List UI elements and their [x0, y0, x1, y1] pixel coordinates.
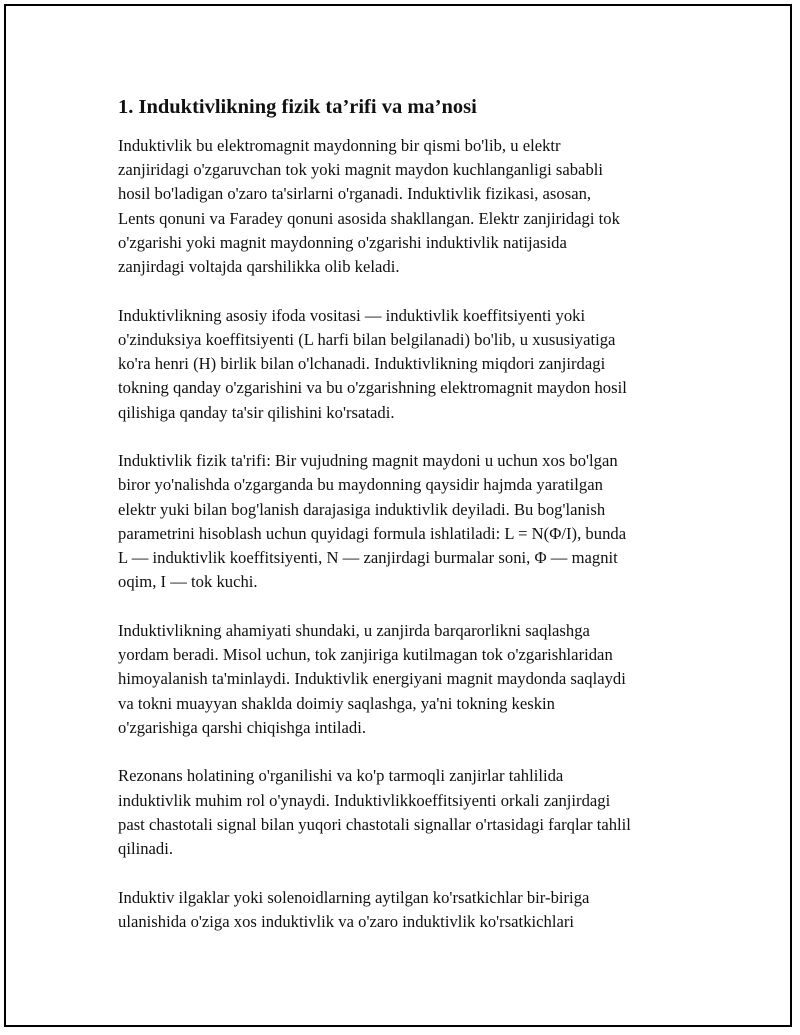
paragraph-4: Induktivlikning ahamiyati shundaki, u zanjirda barqarorlikni saqlashga yordam beradi. Misol uchun, tok zanjiriga kutilmagan tok o'zgarishlaridan himoyalanish ta'minlaydi. Induktivlik energiyani magnit maydonda saqlaydi va tokni muayyan shaklda doimiy saqlashga, ya'ni tokning keskin o'zgarishiga qarshi chiqishga intiladi.	[118, 620, 626, 737]
section-heading: 1. Induktivlikning fizik ta’rifi va ma’nosi	[118, 96, 477, 118]
paragraph-5: Rezonans holatining o'rganilishi va ko'p tarmoqli zanjirlar tahlilida induktivlik muhim rol o'ynaydi. Induktivlikkoeffitsiyenti orkali zanjirdagi past chastotali signal bilan yuqori chastotali signallar o'rtasidagi farqlar tahlil qilinadi.	[118, 766, 631, 859]
paragraph-1: Induktivlik bu elektromagnit maydonning bir qismi bo'lib, u elektr zanjiridagi o'zgaruvchan tok yoki magnit maydon kuchlanganligi sababli hosil bo'ladigan o'zaro ta'sirlarni o'rganadi. Induktivlik fizikasi, asosan, Lents qonuni va Faradey qonuni asosida shakllangan. Elektr zanjiridagi tok o'zgarishi yoki magnit maydonning o'zgarishi induktivlik natijasida zanjirdagi voltajda qarshilikka olib keladi.	[118, 136, 620, 277]
document-body	[118, 91, 698, 959]
paragraph-3: Induktivlik fizik ta'rifi: Bir vujudning magnit maydoni u uchun xos bo'lgan biror yo'nalishda o'zgarganda bu maydonning qaysidir hajmda yaratilgan elektr yuki bilan bog'lanish darajasiga induktivlik deyiladi. Bu bog'lanish parametrini hisoblash uchun quyidagi formula ishlatiladi: L = N(Φ/I), bunda L — induktivlik koeffitsiyenti, N — zanjirdagi burmalar soni, Φ — magnit oqim, I — tok kuchi.	[118, 451, 627, 592]
paragraph-6: Induktiv ilgaklar yoki solenoidlarning aytilgan ko'rsatkichlar bir-biriga ulanishida o'ziga xos induktivlik va o'zaro induktivlik ko'rsatkichlari	[118, 887, 590, 931]
paragraph-2: Induktivlikning asosiy ifoda vositasi — induktivlik koeffitsiyenti yoki o'zinduksiya koeffitsiyenti (L harfi bilan belgilanadi) bo'lib, u xususiyatiga ko'ra henri (H) birlik bilan o'lchanadi. Induktivlikning miqdori zanjirdagi tokning qanday o'zgarishini va bu o'zgarishning elektromagnit maydon hosil qilishiga qanday ta'sir qilishini ko'rsatadi.	[118, 305, 627, 422]
